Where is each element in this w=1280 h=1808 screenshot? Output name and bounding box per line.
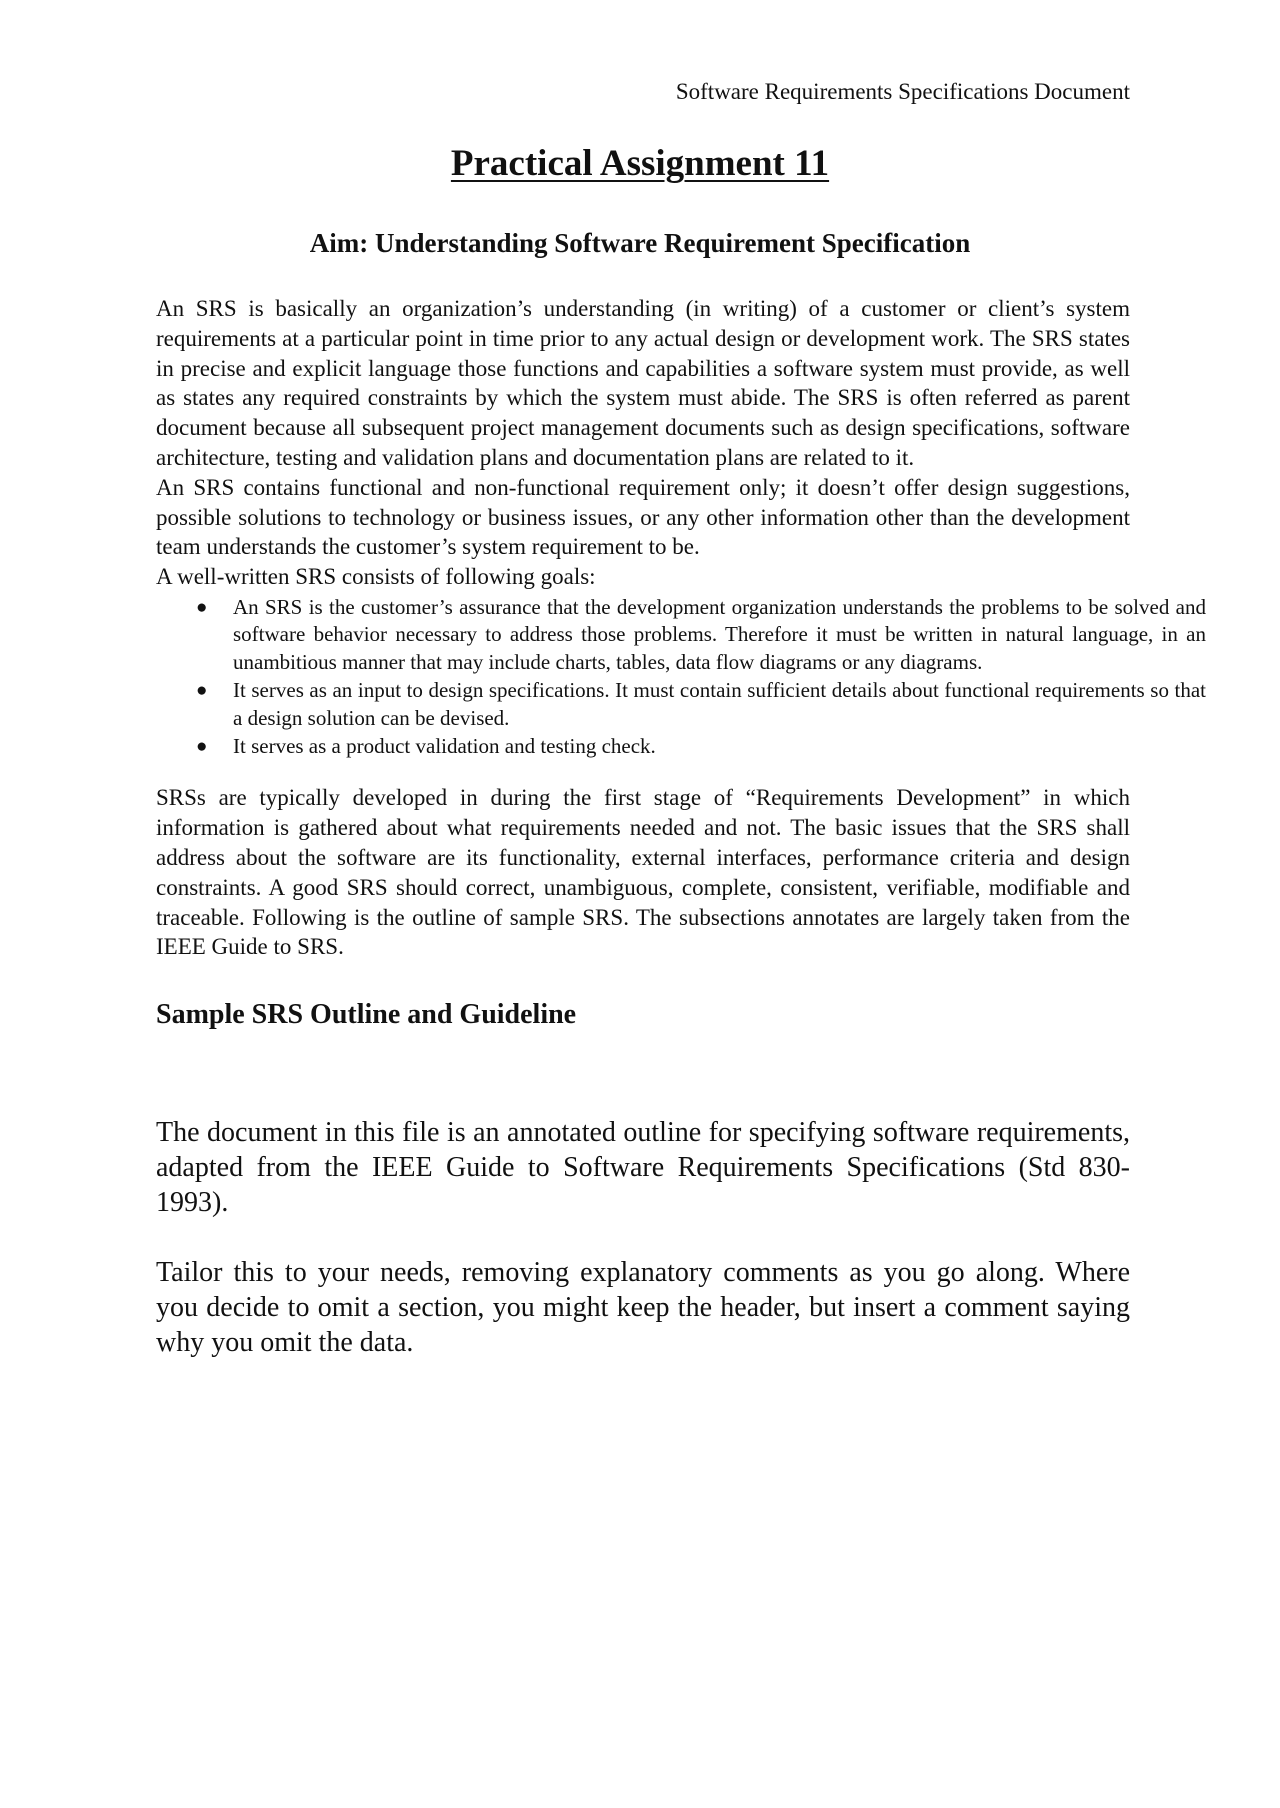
goals-intro: A well-written SRS consists of following goals: (156, 564, 596, 590)
intro-paragraph: An SRS is basically an organization’s understanding (in writing) of a customer or client’s system requirements at a particular point in time prior to any actual design or development work. The SRS states in precise and explicit language those functions and capabilities a software system must provide, as well as states any required constraints by which the system must abide. The SRS is often referred as parent document because all subsequent project management documents such as design specifications, software architecture, testing and validation plans and documentation plans are related to it. (156, 296, 1130, 470)
goal-item (156, 677, 1206, 732)
goals-list (156, 594, 1206, 760)
bullet-icon: ● (196, 680, 208, 702)
aim-heading: Aim: Understanding Software Requirement Specification (309, 228, 971, 258)
running-header: Software Requirements Specifications Document (675, 79, 1130, 104)
goal-text: It serves as a product validation and testing check. (233, 734, 656, 758)
page-title: Practical Assignment 11 (450, 143, 830, 184)
goal-item (156, 733, 1206, 760)
document-body (156, 294, 1206, 1360)
outline-paragraph: The document in this file is an annotated outline for specifying software requirements, adapted from the IEEE Guide to Software Requirements Specifications (Std 830-1993). (156, 1117, 1130, 1219)
goal-text: It serves as an input to design specifications. It must contain sufficient details about functional requirements so that a design solution can be devised. (233, 678, 1206, 730)
section-heading: Sample SRS Outline and Guideline (156, 999, 577, 1031)
goal-text: An SRS is the customer’s assurance that the development organization understands the problems to be solved and software behavior necessary to address those problems. Therefore it must be written in natural language, in an unambitious manner that may include charts, tables, data flow diagrams or any diagrams. (233, 594, 1206, 674)
bullet-icon: ● (196, 596, 208, 618)
bullet-icon: ● (196, 736, 208, 757)
development-paragraph: SRSs are typically developed in during the first stage of “Requirements Development” in which information is gathered about what requirements needed and not. The basic issues that the SRS shall address about the software are its functionality, external interfaces, performance criteria and design constraints. A good SRS should correct, unambiguous, complete, consistent, verifiable, modifiable and traceable. Following is the outline of sample SRS. The subsections annotates are largely taken from the IEEE Guide to SRS. (156, 785, 1130, 960)
contents-paragraph: An SRS contains functional and non-functional requirement only; it doesn’t offer design suggestions, possible solutions to technology or business issues, or any other information other than the development team understands the customer’s system requirement to be. (156, 474, 1130, 560)
tailor-paragraph: Tailor this to your needs, removing explanatory comments as you go along. Where you decide to omit a section, you might keep the header, but insert a comment saying why you omit the data. (156, 1257, 1130, 1359)
goal-item (156, 594, 1206, 676)
